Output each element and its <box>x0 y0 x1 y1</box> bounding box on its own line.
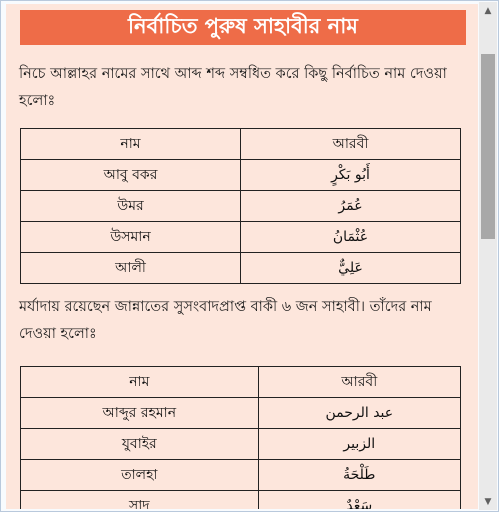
scroll-down-button[interactable] <box>479 493 497 510</box>
name-cell: আবু বকর <box>21 160 241 191</box>
name-cell: উসমান <box>21 222 241 253</box>
arabic-cell: طَلْحَةُ <box>258 460 460 491</box>
name-cell: সাদ <box>21 491 259 510</box>
scroll-up-button[interactable] <box>479 2 497 19</box>
arrow-down-icon: ▼ <box>484 496 492 507</box>
table-row <box>21 191 461 222</box>
arabic-cell: عبد الرحمن <box>258 398 460 429</box>
table-header-row <box>21 367 461 398</box>
arabic-cell: عُمَرُ <box>241 191 461 222</box>
vertical-scrollbar[interactable] <box>479 2 497 510</box>
name-cell: উমর <box>21 191 241 222</box>
arabic-cell: عُثْمَانُ <box>241 222 461 253</box>
column-header-name: নাম <box>21 129 241 160</box>
intro-paragraph: নিচে আল্লাহর নামের সাথে আব্দ শব্দ সম্বধিত করে কিছু নির্বাচিত নাম দেওয়া হলোঃ <box>19 66 447 109</box>
table-row <box>21 491 461 510</box>
table-row <box>21 222 461 253</box>
arabic-cell: الزبير <box>258 429 460 460</box>
table-row <box>21 398 461 429</box>
table-row <box>21 253 461 284</box>
table-row <box>21 429 461 460</box>
arabic-cell: أَبُو بَكْرٍ <box>241 160 461 191</box>
page-title: নির্বাচিত পুরুষ সাহাবীর নাম <box>20 10 466 45</box>
name-cell: তালহা <box>21 460 259 491</box>
arrow-up-icon: ▲ <box>484 5 492 16</box>
name-cell: যুবাইর <box>21 429 259 460</box>
names-table-2 <box>20 366 461 509</box>
page-viewport <box>6 4 478 509</box>
scrollbar-thumb[interactable] <box>481 54 495 239</box>
names-table-1 <box>20 128 461 284</box>
column-header-arabic: আরবী <box>258 367 460 398</box>
column-header-name: নাম <box>21 367 259 398</box>
table-row <box>21 460 461 491</box>
arabic-cell: عَلِيٌّ <box>241 253 461 284</box>
table-header-row <box>21 129 461 160</box>
name-cell: আব্দুর রহমান <box>21 398 259 429</box>
column-header-arabic: আরবী <box>241 129 461 160</box>
name-cell: আলী <box>21 253 241 284</box>
second-paragraph: মর্যাদায় রয়েছেন জান্নাতের সুসংবাদপ্রাপ্ত বাকী ৬ জন সাহাবী। তাঁদের নাম দেওয়া হলোঃ <box>19 299 432 342</box>
table-row <box>21 160 461 191</box>
arabic-cell: سَعْدٌ <box>258 491 460 510</box>
